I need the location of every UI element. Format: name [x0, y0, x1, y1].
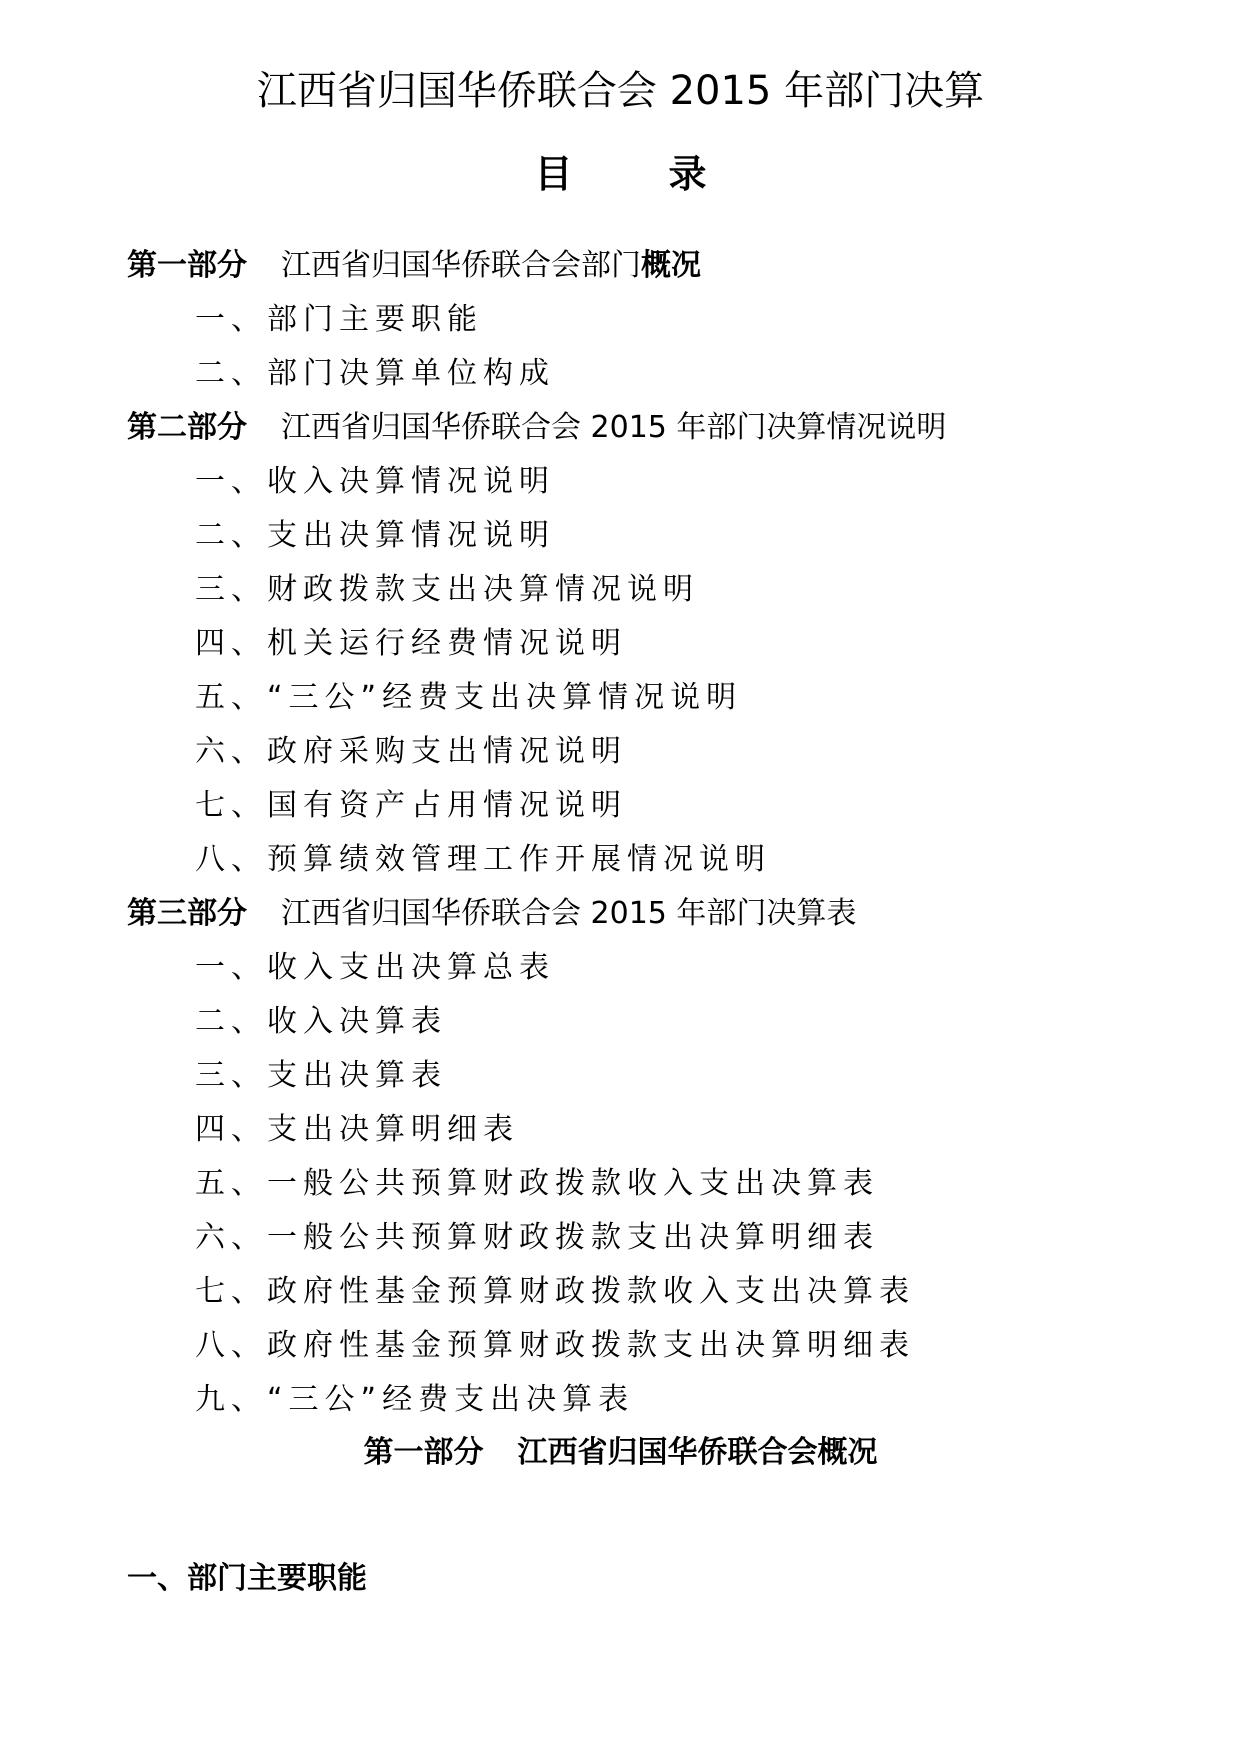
toc-item[interactable]: 六、政府采购支出情况说明 — [195, 734, 627, 769]
toc-part-1-name-bold: 概况 — [641, 248, 701, 283]
toc-item[interactable]: 三、支出决算表 — [195, 1058, 447, 1093]
toc-heading — [0, 145, 1241, 203]
toc-item[interactable]: 四、支出决算明细表 — [195, 1112, 519, 1147]
section-name: 江西省归国华侨联合会概况 — [517, 1435, 878, 1470]
toc-item[interactable]: 六、一般公共预算财政拨款支出决算明细表 — [195, 1220, 879, 1255]
toc-item[interactable]: 七、国有资产占用情况说明 — [195, 788, 627, 823]
toc-item[interactable]: 一、部门主要职能 — [195, 302, 483, 337]
toc-part-1-name-regular: 江西省归国华侨联合会部门 — [281, 248, 641, 283]
toc-part-2-number: 第二部分 — [127, 410, 247, 445]
toc-part-2[interactable] — [127, 401, 1127, 455]
toc-part-1[interactable] — [127, 239, 1127, 293]
toc-item[interactable]: 九、“三公”经费支出决算表 — [195, 1382, 635, 1417]
toc-item[interactable]: 一、收入支出决算总表 — [195, 950, 555, 985]
toc-item[interactable]: 五、一般公共预算财政拨款收入支出决算表 — [195, 1166, 879, 1201]
section-number: 第一部分 — [363, 1435, 484, 1470]
toc-item[interactable]: 一、收入决算情况说明 — [195, 464, 555, 499]
toc-part-3-name: 江西省归国华侨联合会 2015 年部门决算表 — [281, 896, 857, 931]
toc-item[interactable]: 七、政府性基金预算财政拨款收入支出决算表 — [195, 1274, 915, 1309]
toc-part-1-number: 第一部分 — [127, 248, 247, 283]
toc-part-2-name: 江西省归国华侨联合会 2015 年部门决算情况说明 — [281, 410, 947, 445]
toc-item[interactable]: 二、部门决算单位构成 — [195, 356, 555, 391]
toc-item[interactable]: 八、预算绩效管理工作开展情况说明 — [195, 842, 771, 877]
document-title: 江西省归国华侨联合会 2015 年部门决算 — [256, 68, 985, 114]
toc-heading-right: 录 — [668, 152, 707, 196]
toc-item[interactable]: 八、政府性基金预算财政拨款支出决算明细表 — [195, 1328, 915, 1363]
toc-part-1-name — [281, 248, 701, 283]
toc-item[interactable]: 四、机关运行经费情况说明 — [195, 626, 627, 661]
toc-item[interactable]: 五、“三公”经费支出决算情况说明 — [195, 680, 743, 715]
toc-part-3-number: 第三部分 — [127, 896, 247, 931]
section-heading — [0, 1426, 1241, 1480]
toc-part-3[interactable] — [127, 887, 1127, 941]
toc-item[interactable]: 三、财政拨款支出决算情况说明 — [195, 572, 699, 607]
table-of-contents — [127, 239, 1127, 1427]
toc-item[interactable]: 二、收入决算表 — [195, 1004, 447, 1039]
subsection-heading: 一、部门主要职能 — [127, 1561, 367, 1596]
toc-heading-left: 目 — [534, 152, 573, 196]
toc-item[interactable]: 二、支出决算情况说明 — [195, 518, 555, 553]
